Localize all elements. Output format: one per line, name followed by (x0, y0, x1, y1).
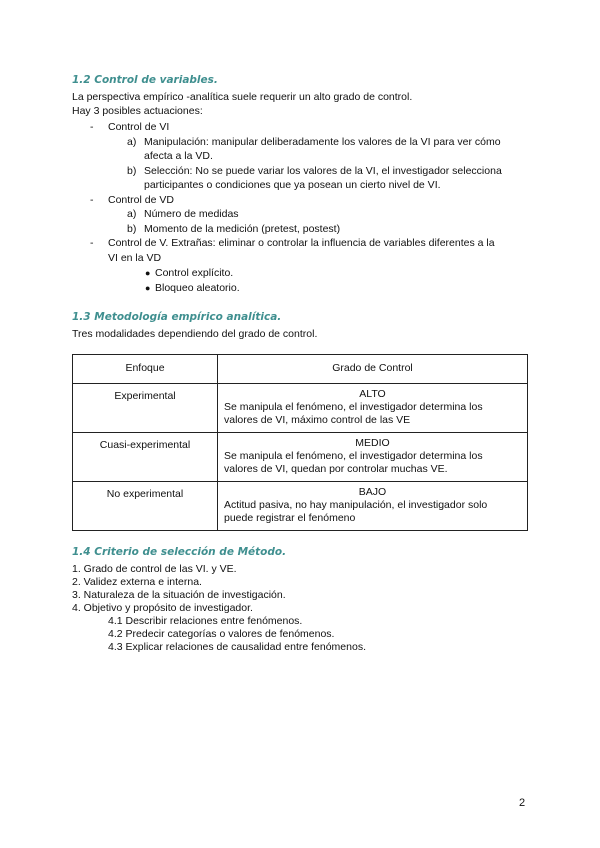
cell-grado (218, 433, 528, 482)
list-marker: a) (127, 136, 137, 148)
paragraph: Tres modalidades dependiendo del grado de control. (72, 328, 318, 340)
level-label: ALTO (359, 388, 386, 400)
control-table (72, 354, 528, 531)
list-item-continued: participantes o condiciones que ya posean un cierto nivel de VI. (144, 179, 441, 191)
list-item: Control de VI (108, 121, 170, 133)
list-item-continued: afecta a la VD. (144, 150, 213, 162)
cell-text: Actitud pasiva, no hay manipulación, el investigador solo (224, 499, 488, 511)
section-heading-criterio: 1.4 Criterio de selección de Método. (72, 546, 287, 558)
cell-grado (218, 482, 528, 531)
numbered-item: 1. Grado de control de las VI. y VE. (72, 563, 237, 575)
list-marker: b) (127, 223, 137, 235)
numbered-item: 2. Validez externa e interna. (72, 576, 202, 588)
cell-text: Se manipula el fenómeno, el investigador determina los (224, 401, 483, 413)
table-row (73, 384, 528, 433)
table-header-row (73, 355, 528, 384)
numbered-item: 4. Objetivo y propósito de investigador. (72, 602, 253, 614)
bullet-icon: ● (145, 283, 151, 293)
cell-text: valores de VI, máximo control de las VE (224, 414, 411, 426)
bullet-item: Bloqueo aleatorio. (155, 282, 240, 294)
cell-enfoque: No experimental (73, 482, 218, 531)
list-item: Control de V. Extrañas: eliminar o controlar la influencia de variables diferentes a la (108, 237, 495, 249)
list-item: Selección: No se puede variar los valores de la VI, el investigador selecciona (144, 165, 502, 177)
list-dash: - (90, 237, 94, 249)
cell-text: Se manipula el fenómeno, el investigador determina los (224, 450, 483, 462)
list-item: Número de medidas (144, 208, 239, 220)
section-heading-metodologia: 1.3 Metodología empírico analítica. (72, 311, 282, 323)
list-item: Momento de la medición (pretest, postest) (144, 223, 341, 235)
numbered-subitem: 4.3 Explicar relaciones de causalidad entre fenómenos. (108, 641, 366, 653)
cell-enfoque: Cuasi-experimental (73, 433, 218, 482)
list-item: Manipulación: manipular deliberadamente los valores de la VI para ver cómo (144, 136, 501, 148)
list-item-continued: VI en la VD (108, 252, 162, 264)
list-dash: - (90, 121, 94, 133)
cell-grado (218, 384, 528, 433)
paragraph: La perspectiva empírico -analítica suele requerir un alto grado de control. (72, 91, 413, 103)
bullet-item: Control explícito. (155, 267, 234, 279)
table-row (73, 433, 528, 482)
column-header-grado: Grado de Control (218, 355, 528, 384)
numbered-subitem: 4.2 Predecir categorías o valores de fenómenos. (108, 628, 335, 640)
paragraph: Hay 3 posibles actuaciones: (72, 105, 203, 117)
numbered-item: 3. Naturaleza de la situación de investigación. (72, 589, 286, 601)
list-marker: a) (127, 208, 137, 220)
section-heading-control-variables: 1.2 Control de variables. (72, 74, 218, 86)
cell-text: valores de VI, quedan por controlar muchas VE. (224, 463, 448, 475)
page-number: 2 (519, 797, 526, 809)
list-dash: - (90, 194, 94, 206)
numbered-subitem: 4.1 Describir relaciones entre fenómenos. (108, 615, 303, 627)
level-label: BAJO (358, 486, 387, 498)
list-item: Control de VD (108, 194, 174, 206)
level-label: MEDIO (355, 437, 390, 449)
bullet-icon: ● (145, 268, 151, 278)
table-row (73, 482, 528, 531)
list-marker: b) (127, 165, 137, 177)
cell-text: puede registrar el fenómeno (224, 512, 356, 524)
column-header-enfoque: Enfoque (73, 355, 218, 384)
cell-enfoque: Experimental (73, 384, 218, 433)
